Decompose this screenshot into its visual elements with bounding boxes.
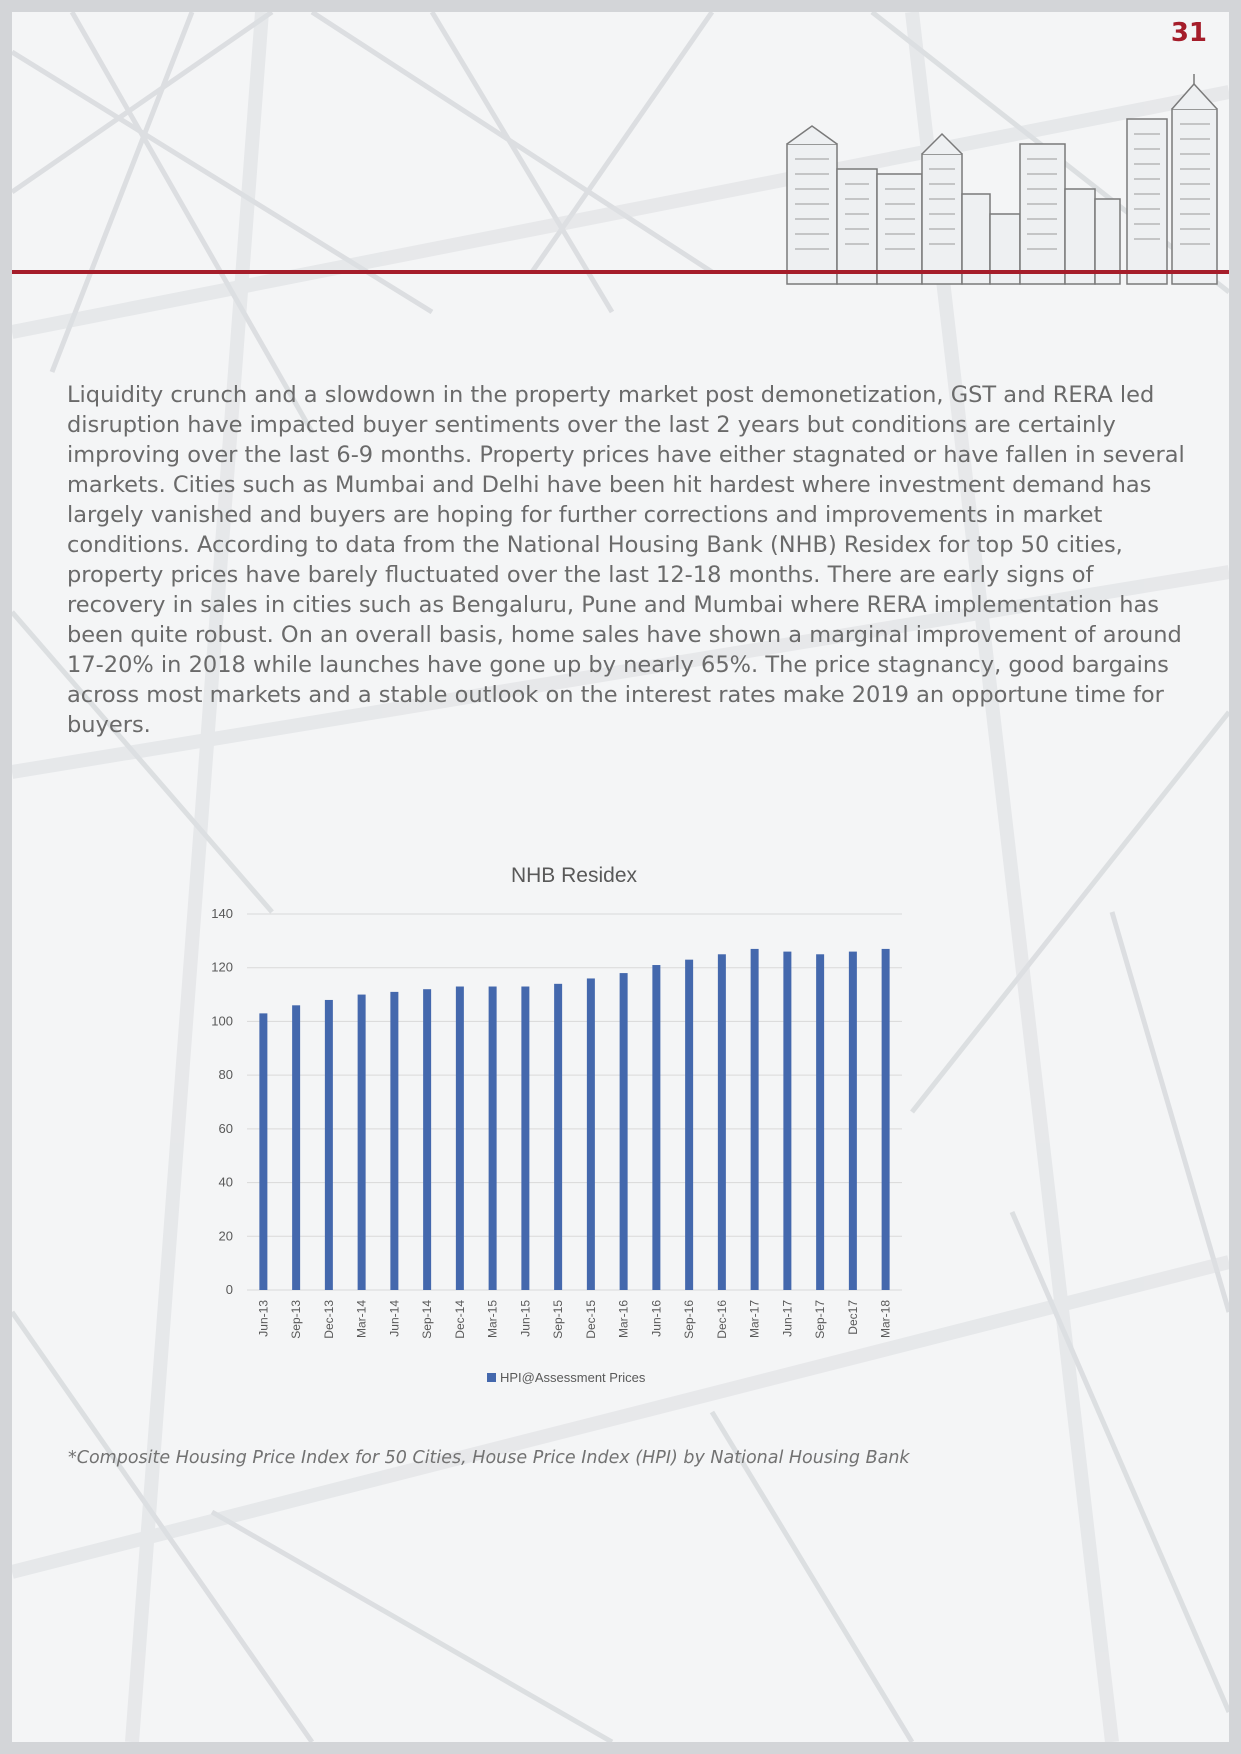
page-number: 31 xyxy=(1170,18,1207,48)
city-skyline-illustration xyxy=(757,74,1229,296)
y-tick-label: 80 xyxy=(218,1067,233,1083)
bar-Mar-14 xyxy=(358,995,366,1290)
x-tick-label: Sep-13 xyxy=(289,1300,304,1339)
bar-Sep-15 xyxy=(554,984,562,1290)
chart-title: NHB Residex xyxy=(510,864,638,887)
x-tick-label: Mar-16 xyxy=(616,1300,631,1339)
bar-Sep-13 xyxy=(292,1005,300,1290)
document-page xyxy=(12,12,1229,1742)
chart-source-footnote: *Composite Housing Price Index for 50 Cities, House Price Index (HPI) by National Housing Bank xyxy=(68,1448,910,1468)
bar-Dec-15 xyxy=(587,978,595,1290)
bar-Mar-17 xyxy=(751,949,759,1290)
chart-legend xyxy=(487,1370,646,1385)
y-tick-label: 100 xyxy=(211,1013,233,1029)
bar-Jun-14 xyxy=(390,992,398,1290)
x-tick-label: Jun-13 xyxy=(256,1300,271,1337)
x-tick-label: Mar-14 xyxy=(354,1300,369,1339)
bar-Jun-15 xyxy=(521,987,529,1290)
bar-Dec-14 xyxy=(456,987,464,1290)
x-tick-label: Sep-16 xyxy=(682,1300,697,1339)
x-tick-label: Mar-17 xyxy=(747,1300,762,1339)
x-tick-label: Jun-16 xyxy=(649,1300,664,1337)
x-tick-label: Jun-15 xyxy=(518,1300,533,1337)
legend-label: HPI@Assessment Prices xyxy=(500,1370,646,1385)
bar-Jun-17 xyxy=(783,952,791,1290)
bar-Jun-13 xyxy=(259,1013,267,1290)
x-tick-label: Jun-17 xyxy=(780,1300,795,1337)
y-tick-label: 0 xyxy=(225,1282,233,1297)
bar-Jun-16 xyxy=(652,965,660,1290)
x-tick-label: Sep-15 xyxy=(551,1300,566,1339)
y-tick-label: 60 xyxy=(218,1120,233,1136)
x-tick-label: Dec17 xyxy=(845,1300,860,1335)
bar-Dec-13 xyxy=(325,1000,333,1290)
x-tick-label: Dec-15 xyxy=(583,1300,598,1339)
header-divider xyxy=(12,270,1229,274)
x-tick-label: Mar-15 xyxy=(485,1300,500,1339)
body-paragraph: Liquidity crunch and a slowdown in the property market post demonetization, GST and RERA led disruption have impacted buyer sentiments over the last 2 years but conditions are certainly improving over the last 6-9 months. Property prices have either stagnated or have fallen in several markets. Cities such as Mumbai and Delhi have been hit hardest where investment demand has largely vanished and buyers are hoping for further corrections and improvements in market conditions. According to data from the National Housing Bank (NHB) Residex for top 50 cities, property prices have barely fluctuated over the last 12-18 months. There are early signs of recovery in sales in cities such as Bengaluru, Pune and Mumbai where RERA implementation has been quite robust. On an overall basis, home sales have shown a marginal improvement of around 17-20% in 2018 while launches have gone up by nearly 65%. The price stagnancy, good bargains across most markets and a stable outlook on the interest rates make 2019 an opportune time for buyers. xyxy=(67,382,1185,738)
y-tick-label: 140 xyxy=(211,906,233,921)
x-tick-label: Dec-13 xyxy=(321,1300,336,1339)
x-tick-label: Dec-14 xyxy=(452,1300,467,1339)
y-tick-label: 20 xyxy=(218,1228,233,1244)
nhb-residex-bar-chart xyxy=(202,857,942,1397)
y-tick-label: 40 xyxy=(218,1174,233,1190)
bar-Mar-18 xyxy=(882,949,890,1290)
bar-Mar-16 xyxy=(620,973,628,1290)
bar-Dec17 xyxy=(849,952,857,1290)
y-tick-label: 120 xyxy=(211,959,233,975)
bar-Dec-16 xyxy=(718,954,726,1290)
legend-swatch xyxy=(487,1373,496,1382)
x-tick-label: Mar-18 xyxy=(878,1300,893,1339)
bar-Sep-17 xyxy=(816,954,824,1290)
bar-Sep-14 xyxy=(423,989,431,1290)
x-tick-label: Jun-14 xyxy=(387,1300,402,1337)
x-tick-label: Sep-17 xyxy=(813,1300,828,1339)
x-tick-label: Sep-14 xyxy=(420,1300,435,1339)
x-tick-label: Dec-16 xyxy=(714,1300,729,1339)
bar-Sep-16 xyxy=(685,960,693,1290)
bar-Mar-15 xyxy=(489,987,497,1290)
